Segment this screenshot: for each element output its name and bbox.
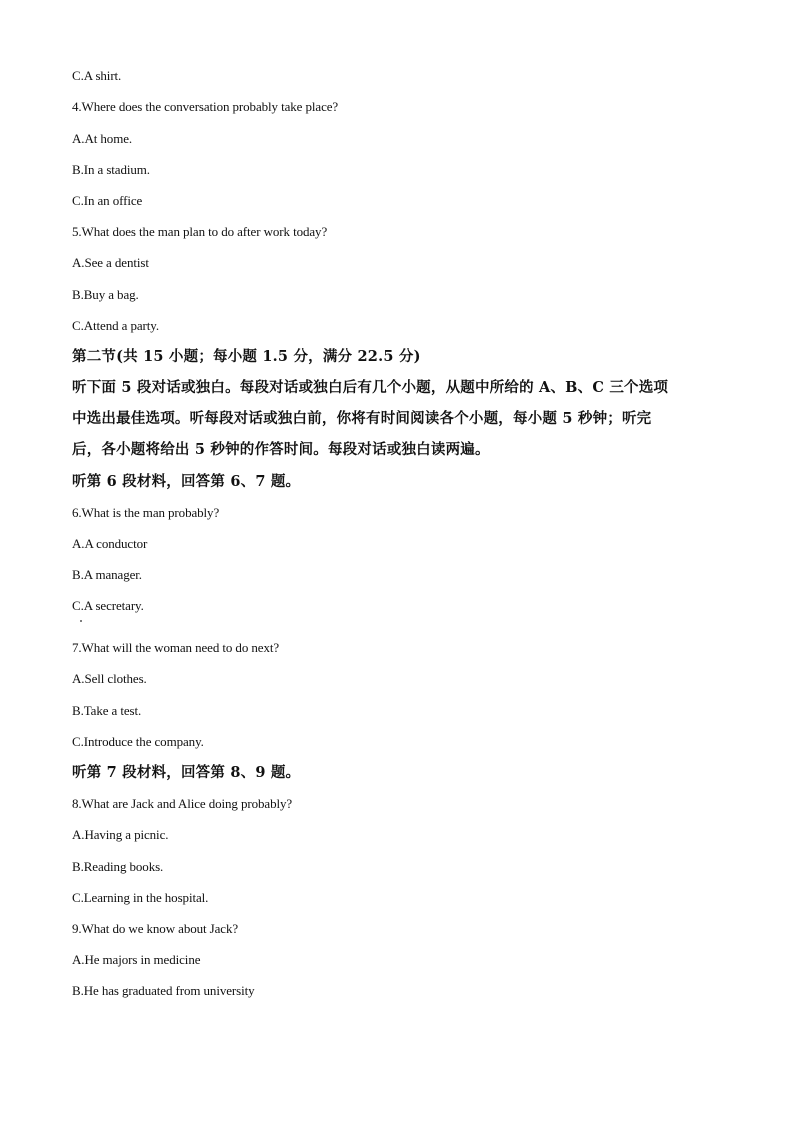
question-5: 5.What does the man plan to do after work today? xyxy=(72,224,328,239)
option-5c: C.Attend a party. xyxy=(72,318,159,333)
question-8: 8.What are Jack and Alice doing probably? xyxy=(72,796,293,811)
option-8a: A.Having a picnic. xyxy=(72,827,169,842)
option-5b: B.Buy a bag. xyxy=(72,287,139,302)
instructions-line-2: 中选出最佳选项。听每段对话或独白前，你将有时间阅读各个小题，每小题 5 秒钟；听完 xyxy=(72,410,652,427)
question-9: 9.What do we know about Jack? xyxy=(72,921,239,936)
option-8c: C.Learning in the hospital. xyxy=(72,890,209,905)
material-6-heading: 听第 6 段材料，回答第 6、7 题。 xyxy=(72,473,301,490)
instructions-line-1: 听下面 5 段对话或独白。每段对话或独白后有几个小题，从题中所给的 A、B、C 三个选项 xyxy=(72,379,669,396)
option-7a: A.Sell clothes. xyxy=(72,671,147,686)
option-5a: A.See a dentist xyxy=(72,255,149,270)
option-6b: B.A manager. xyxy=(72,567,142,582)
option-7b: B.Take a test. xyxy=(72,703,142,718)
option-3c: C.A shirt. xyxy=(72,68,122,83)
question-6: 6.What is the man probably? xyxy=(72,505,220,520)
option-9b: B.He has graduated from university xyxy=(72,983,255,998)
option-9a: A.He majors in medicine xyxy=(72,952,201,967)
question-4: 4.Where does the conversation probably take place? xyxy=(72,99,339,114)
section-heading: 第二节(共 15 小题；每小题 1.5 分，满分 22.5 分) xyxy=(72,348,421,365)
material-7-heading: 听第 7 段材料，回答第 8、9 题。 xyxy=(72,764,301,781)
option-4b: B.In a stadium. xyxy=(72,162,150,177)
option-4c: C.In an office xyxy=(72,193,143,208)
option-6a: A.A conductor xyxy=(72,536,148,551)
instructions-line-3: 后，各小题将给出 5 秒钟的作答时间。每段对话或独白读两遍。 xyxy=(72,441,490,458)
question-7: 7.What will the woman need to do next? xyxy=(72,640,280,655)
option-4a: A.At home. xyxy=(72,131,133,146)
option-6c: C.A secretary. xyxy=(72,598,144,613)
stray-mark xyxy=(80,620,82,622)
option-8b: B.Reading books. xyxy=(72,859,164,874)
option-7c: C.Introduce the company. xyxy=(72,734,204,749)
